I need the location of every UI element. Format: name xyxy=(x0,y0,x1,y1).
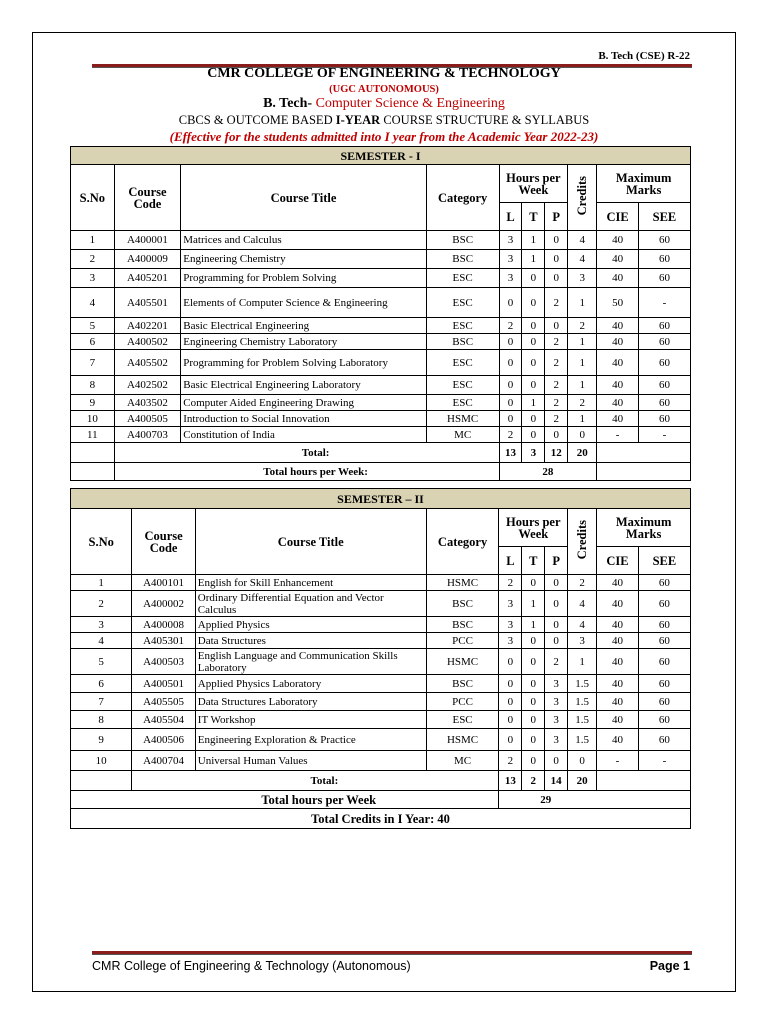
total-spacer xyxy=(71,443,115,463)
table-row xyxy=(71,729,691,751)
row-l: 3 xyxy=(499,617,522,633)
semester-2-total-p: 14 xyxy=(545,771,568,791)
row-cie: 40 xyxy=(597,591,639,617)
table-row xyxy=(71,269,691,288)
table-row xyxy=(71,693,691,711)
row-course-title: Programming for Problem Solving Laboratory xyxy=(181,350,426,376)
row-course-code: A405301 xyxy=(132,633,195,649)
semester-1-title: SEMESTER - I xyxy=(71,147,691,165)
row-t: 1 xyxy=(522,231,545,250)
row-p: 0 xyxy=(545,427,568,443)
row-credits: 0 xyxy=(568,427,597,443)
row-t: 0 xyxy=(522,350,545,376)
row-sno: 4 xyxy=(71,288,115,318)
row-see: 60 xyxy=(638,675,690,693)
footer-college: CMR College of Engineering & Technology (Autonomous) xyxy=(92,959,411,973)
col-category: Category xyxy=(426,165,499,231)
row-cie: 40 xyxy=(597,269,639,288)
col-maximum-marks: Maximum Marks xyxy=(597,509,691,547)
table-row xyxy=(71,395,691,411)
row-credits: 2 xyxy=(568,575,597,591)
table-row xyxy=(71,633,691,649)
row-p: 2 xyxy=(545,376,568,395)
row-course-title: Introduction to Social Innovation xyxy=(181,411,426,427)
row-cie: - xyxy=(597,751,639,771)
row-l: 3 xyxy=(499,269,522,288)
col-hours-per-week: Hours per Week xyxy=(499,165,568,203)
row-credits: 4 xyxy=(568,231,597,250)
col-p: P xyxy=(545,203,568,231)
row-cie: 40 xyxy=(597,675,639,693)
row-cie: 40 xyxy=(597,318,639,334)
row-p: 2 xyxy=(545,288,568,318)
row-t: 1 xyxy=(522,250,545,269)
row-course-code: A400101 xyxy=(132,575,195,591)
row-category: ESC xyxy=(426,350,499,376)
row-t: 0 xyxy=(522,334,545,350)
col-t: T xyxy=(522,547,545,575)
col-l: L xyxy=(499,547,522,575)
row-credits: 4 xyxy=(568,591,597,617)
row-t: 1 xyxy=(522,617,545,633)
row-sno: 3 xyxy=(71,269,115,288)
row-l: 0 xyxy=(499,288,522,318)
college-name: CMR COLLEGE OF ENGINEERING & TECHNOLOGY xyxy=(207,66,561,81)
row-course-title: Universal Human Values xyxy=(195,751,426,771)
row-sno: 2 xyxy=(71,591,132,617)
row-course-title: Applied Physics Laboratory xyxy=(195,675,426,693)
row-p: 0 xyxy=(545,231,568,250)
row-course-title: Data Structures xyxy=(195,633,426,649)
row-credits: 2 xyxy=(568,318,597,334)
row-l: 0 xyxy=(499,350,522,376)
semester-1-total-credits: 20 xyxy=(568,443,597,463)
table-row xyxy=(71,288,691,318)
row-course-code: A400002 xyxy=(132,591,195,617)
col-cie: CIE xyxy=(597,547,639,575)
row-l: 3 xyxy=(499,231,522,250)
row-t: 0 xyxy=(522,633,545,649)
col-maximum-marks: Maximum Marks xyxy=(597,165,691,203)
structure-title xyxy=(0,113,768,128)
row-credits: 1.5 xyxy=(568,711,597,729)
table-row xyxy=(71,591,691,617)
row-credits: 4 xyxy=(568,617,597,633)
table-row xyxy=(71,575,691,591)
row-p: 0 xyxy=(545,591,568,617)
row-t: 0 xyxy=(522,649,545,675)
row-sno: 7 xyxy=(71,693,132,711)
row-category: MC xyxy=(426,427,499,443)
row-cie: 40 xyxy=(597,617,639,633)
row-see: 60 xyxy=(638,250,690,269)
row-category: BSC xyxy=(426,250,499,269)
row-see: 60 xyxy=(638,591,690,617)
row-cie: - xyxy=(597,427,639,443)
table-row xyxy=(71,675,691,693)
row-sno: 1 xyxy=(71,575,132,591)
col-sno: S.No xyxy=(71,165,115,231)
table-row xyxy=(71,334,691,350)
row-see: 60 xyxy=(638,617,690,633)
row-p: 0 xyxy=(545,617,568,633)
row-l: 0 xyxy=(499,675,522,693)
footer-page-number: Page 1 xyxy=(649,959,690,973)
row-see: 60 xyxy=(638,729,690,751)
row-credits: 3 xyxy=(568,633,597,649)
row-l: 2 xyxy=(499,318,522,334)
row-t: 0 xyxy=(522,427,545,443)
row-course-title: Basic Electrical Engineering xyxy=(181,318,426,334)
footer-divider xyxy=(92,951,692,955)
row-p: 3 xyxy=(545,693,568,711)
row-t: 0 xyxy=(522,675,545,693)
row-category: HSMC xyxy=(426,649,499,675)
row-p: 0 xyxy=(545,751,568,771)
row-course-code: A405504 xyxy=(132,711,195,729)
structure-title-pre: CBCS & OUTCOME BASED xyxy=(178,113,336,127)
row-course-code: A400501 xyxy=(132,675,195,693)
semester-2-total-label: Total: xyxy=(132,771,499,791)
row-cie: 40 xyxy=(597,575,639,591)
col-credits-label: Credits xyxy=(575,176,590,216)
row-sno: 9 xyxy=(71,395,115,411)
row-p: 2 xyxy=(545,649,568,675)
row-course-title: English Language and Communication Skills Laboratory xyxy=(195,649,426,675)
row-sno: 8 xyxy=(71,376,115,395)
row-course-code: A402201 xyxy=(114,318,181,334)
semester-1-total-label: Total: xyxy=(114,443,499,463)
row-l: 0 xyxy=(499,693,522,711)
row-credits: 2 xyxy=(568,395,597,411)
row-p: 2 xyxy=(545,395,568,411)
col-t: T xyxy=(522,203,545,231)
semester-1-total-t: 3 xyxy=(522,443,545,463)
row-cie: 40 xyxy=(597,350,639,376)
row-credits: 1 xyxy=(568,288,597,318)
row-credits: 0 xyxy=(568,751,597,771)
row-p: 2 xyxy=(545,334,568,350)
row-course-title: Matrices and Calculus xyxy=(181,231,426,250)
table-row xyxy=(71,617,691,633)
col-course-code: Course Code xyxy=(114,165,181,231)
col-sno: S.No xyxy=(71,509,132,575)
row-course-title: Basic Electrical Engineering Laboratory xyxy=(181,376,426,395)
row-see: 60 xyxy=(638,711,690,729)
row-category: ESC xyxy=(426,288,499,318)
row-l: 0 xyxy=(499,334,522,350)
row-sno: 10 xyxy=(71,751,132,771)
row-sno: 6 xyxy=(71,675,132,693)
row-course-code: A405501 xyxy=(114,288,181,318)
row-see: - xyxy=(638,288,690,318)
table-row xyxy=(71,231,691,250)
row-see: - xyxy=(638,751,690,771)
semester-1-total-p: 12 xyxy=(545,443,568,463)
semester-2-title: SEMESTER – II xyxy=(71,489,691,509)
row-t: 0 xyxy=(522,376,545,395)
effective-note: (Effective for the students admitted into I year from the Academic Year 2022-23) xyxy=(169,129,599,144)
semester-2-total-t: 2 xyxy=(522,771,545,791)
total-empty xyxy=(597,771,691,791)
semester-2-table xyxy=(70,488,691,829)
semester-2-hours-value: 29 xyxy=(499,791,691,809)
row-sno: 8 xyxy=(71,711,132,729)
row-course-title: Applied Physics xyxy=(195,617,426,633)
row-p: 2 xyxy=(545,411,568,427)
row-cie: 40 xyxy=(597,729,639,751)
row-credits: 1 xyxy=(568,334,597,350)
table-row xyxy=(71,411,691,427)
row-category: HSMC xyxy=(426,729,499,751)
table-row xyxy=(71,711,691,729)
row-p: 3 xyxy=(545,711,568,729)
row-l: 0 xyxy=(499,376,522,395)
row-t: 1 xyxy=(522,395,545,411)
row-t: 0 xyxy=(522,288,545,318)
col-credits xyxy=(568,165,597,231)
row-category: ESC xyxy=(426,376,499,395)
row-see: 60 xyxy=(638,633,690,649)
row-category: ESC xyxy=(426,395,499,411)
row-course-code: A400506 xyxy=(132,729,195,751)
row-p: 0 xyxy=(545,250,568,269)
row-category: PCC xyxy=(426,693,499,711)
row-sno: 2 xyxy=(71,250,115,269)
row-see: 60 xyxy=(638,693,690,711)
row-credits: 4 xyxy=(568,250,597,269)
row-t: 0 xyxy=(522,693,545,711)
table-row xyxy=(71,751,691,771)
row-credits: 1 xyxy=(568,411,597,427)
col-credits-label: Credits xyxy=(575,520,590,560)
row-t: 0 xyxy=(522,711,545,729)
row-cie: 40 xyxy=(597,334,639,350)
row-l: 3 xyxy=(499,633,522,649)
semester-2-hours-label: Total hours per Week xyxy=(71,791,499,809)
row-l: 0 xyxy=(499,649,522,675)
row-cie: 40 xyxy=(597,395,639,411)
row-cie: 50 xyxy=(597,288,639,318)
row-course-title: Computer Aided Engineering Drawing xyxy=(181,395,426,411)
row-sno: 1 xyxy=(71,231,115,250)
program-branch: Computer Science & Engineering xyxy=(315,96,505,111)
table-row xyxy=(71,427,691,443)
hours-empty xyxy=(597,463,691,481)
row-category: HSMC xyxy=(426,575,499,591)
row-p: 3 xyxy=(545,675,568,693)
table-row xyxy=(71,250,691,269)
row-cie: 40 xyxy=(597,411,639,427)
row-category: PCC xyxy=(426,633,499,649)
semester-2-total-credits: 20 xyxy=(568,771,597,791)
row-course-title: Data Structures Laboratory xyxy=(195,693,426,711)
row-sno: 5 xyxy=(71,318,115,334)
row-credits: 1.5 xyxy=(568,675,597,693)
row-course-code: A400704 xyxy=(132,751,195,771)
row-course-title: Programming for Problem Solving xyxy=(181,269,426,288)
row-course-title: Engineering Chemistry xyxy=(181,250,426,269)
total-credits-year: Total Credits in I Year: 40 xyxy=(71,809,691,829)
program-prefix: B. Tech- xyxy=(263,96,313,111)
row-course-code: A405201 xyxy=(114,269,181,288)
row-p: 0 xyxy=(545,318,568,334)
row-sno: 6 xyxy=(71,334,115,350)
row-category: BSC xyxy=(426,591,499,617)
row-category: BSC xyxy=(426,675,499,693)
row-sno: 7 xyxy=(71,350,115,376)
col-p: P xyxy=(545,547,568,575)
col-cie: CIE xyxy=(597,203,639,231)
row-see: - xyxy=(638,427,690,443)
row-course-code: A402502 xyxy=(114,376,181,395)
row-cie: 40 xyxy=(597,649,639,675)
col-category: Category xyxy=(426,509,499,575)
hours-spacer xyxy=(71,463,115,481)
row-see: 60 xyxy=(638,575,690,591)
row-see: 60 xyxy=(638,350,690,376)
row-credits: 1.5 xyxy=(568,729,597,751)
row-l: 2 xyxy=(499,575,522,591)
col-course-code: Course Code xyxy=(132,509,195,575)
semester-1-table xyxy=(70,146,691,481)
table-row xyxy=(71,649,691,675)
row-see: 60 xyxy=(638,649,690,675)
semester-1-total-l: 13 xyxy=(499,443,522,463)
col-see: SEE xyxy=(638,547,690,575)
row-course-title: English for Skill Enhancement xyxy=(195,575,426,591)
row-cie: 40 xyxy=(597,693,639,711)
row-credits: 1 xyxy=(568,376,597,395)
row-credits: 1.5 xyxy=(568,693,597,711)
row-cie: 40 xyxy=(597,250,639,269)
table-row xyxy=(71,350,691,376)
row-course-title: IT Workshop xyxy=(195,711,426,729)
row-see: 60 xyxy=(638,334,690,350)
row-course-code: A400502 xyxy=(114,334,181,350)
row-sno: 9 xyxy=(71,729,132,751)
row-t: 1 xyxy=(522,591,545,617)
row-p: 2 xyxy=(545,350,568,376)
col-course-title: Course Title xyxy=(195,509,426,575)
program-title xyxy=(0,96,768,112)
row-t: 0 xyxy=(522,751,545,771)
col-hours-per-week: Hours per Week xyxy=(499,509,568,547)
row-p: 0 xyxy=(545,575,568,591)
semester-1-hours-value: 28 xyxy=(499,463,597,481)
row-see: 60 xyxy=(638,231,690,250)
row-category: ESC xyxy=(426,318,499,334)
row-course-code: A400009 xyxy=(114,250,181,269)
row-credits: 1 xyxy=(568,350,597,376)
row-l: 0 xyxy=(499,411,522,427)
row-l: 2 xyxy=(499,427,522,443)
semester-1-hours-label: Total hours per Week: xyxy=(114,463,499,481)
row-course-code: A400703 xyxy=(114,427,181,443)
row-course-code: A405505 xyxy=(132,693,195,711)
row-p: 3 xyxy=(545,729,568,751)
row-course-title: Engineering Chemistry Laboratory xyxy=(181,334,426,350)
row-course-code: A400001 xyxy=(114,231,181,250)
row-cie: 40 xyxy=(597,633,639,649)
row-t: 0 xyxy=(522,411,545,427)
row-category: BSC xyxy=(426,617,499,633)
row-see: 60 xyxy=(638,269,690,288)
row-credits: 1 xyxy=(568,649,597,675)
row-category: ESC xyxy=(426,269,499,288)
row-sno: 3 xyxy=(71,617,132,633)
row-p: 0 xyxy=(545,633,568,649)
table-row xyxy=(71,376,691,395)
row-t: 0 xyxy=(522,269,545,288)
row-cie: 40 xyxy=(597,711,639,729)
table-row xyxy=(71,318,691,334)
row-course-code: A403502 xyxy=(114,395,181,411)
row-credits: 3 xyxy=(568,269,597,288)
row-l: 0 xyxy=(499,395,522,411)
row-sno: 4 xyxy=(71,633,132,649)
row-l: 2 xyxy=(499,751,522,771)
col-see: SEE xyxy=(638,203,690,231)
row-sno: 5 xyxy=(71,649,132,675)
semester-2-total-l: 13 xyxy=(499,771,522,791)
row-course-code: A405502 xyxy=(114,350,181,376)
structure-title-year: I-YEAR xyxy=(335,113,381,127)
row-see: 60 xyxy=(638,411,690,427)
col-course-title: Course Title xyxy=(181,165,426,231)
row-l: 0 xyxy=(499,729,522,751)
total-spacer xyxy=(71,771,132,791)
col-l: L xyxy=(499,203,522,231)
row-category: BSC xyxy=(426,334,499,350)
ugc-status: (UGC AUTONOMOUS) xyxy=(329,84,439,95)
row-l: 3 xyxy=(499,250,522,269)
row-p: 0 xyxy=(545,269,568,288)
col-credits xyxy=(568,509,597,575)
row-t: 0 xyxy=(522,729,545,751)
structure-title-post: COURSE STRUCTURE & SYLLABUS xyxy=(380,113,590,127)
row-t: 0 xyxy=(522,575,545,591)
row-sno: 10 xyxy=(71,411,115,427)
row-l: 0 xyxy=(499,711,522,729)
row-see: 60 xyxy=(638,395,690,411)
page-reference: B. Tech (CSE) R-22 xyxy=(598,50,690,62)
row-category: HSMC xyxy=(426,411,499,427)
row-course-code: A400503 xyxy=(132,649,195,675)
row-course-code: A400008 xyxy=(132,617,195,633)
row-t: 0 xyxy=(522,318,545,334)
row-cie: 40 xyxy=(597,376,639,395)
row-see: 60 xyxy=(638,318,690,334)
row-category: BSC xyxy=(426,231,499,250)
row-category: ESC xyxy=(426,711,499,729)
row-course-title: Engineering Exploration & Practice xyxy=(195,729,426,751)
row-course-title: Elements of Computer Science & Engineering xyxy=(181,288,426,318)
row-course-title: Constitution of India xyxy=(181,427,426,443)
row-l: 3 xyxy=(499,591,522,617)
total-empty xyxy=(597,443,691,463)
row-course-code: A400505 xyxy=(114,411,181,427)
row-category: MC xyxy=(426,751,499,771)
row-see: 60 xyxy=(638,376,690,395)
row-cie: 40 xyxy=(597,231,639,250)
row-course-title: Ordinary Differential Equation and Vector Calculus xyxy=(195,591,426,617)
row-sno: 11 xyxy=(71,427,115,443)
